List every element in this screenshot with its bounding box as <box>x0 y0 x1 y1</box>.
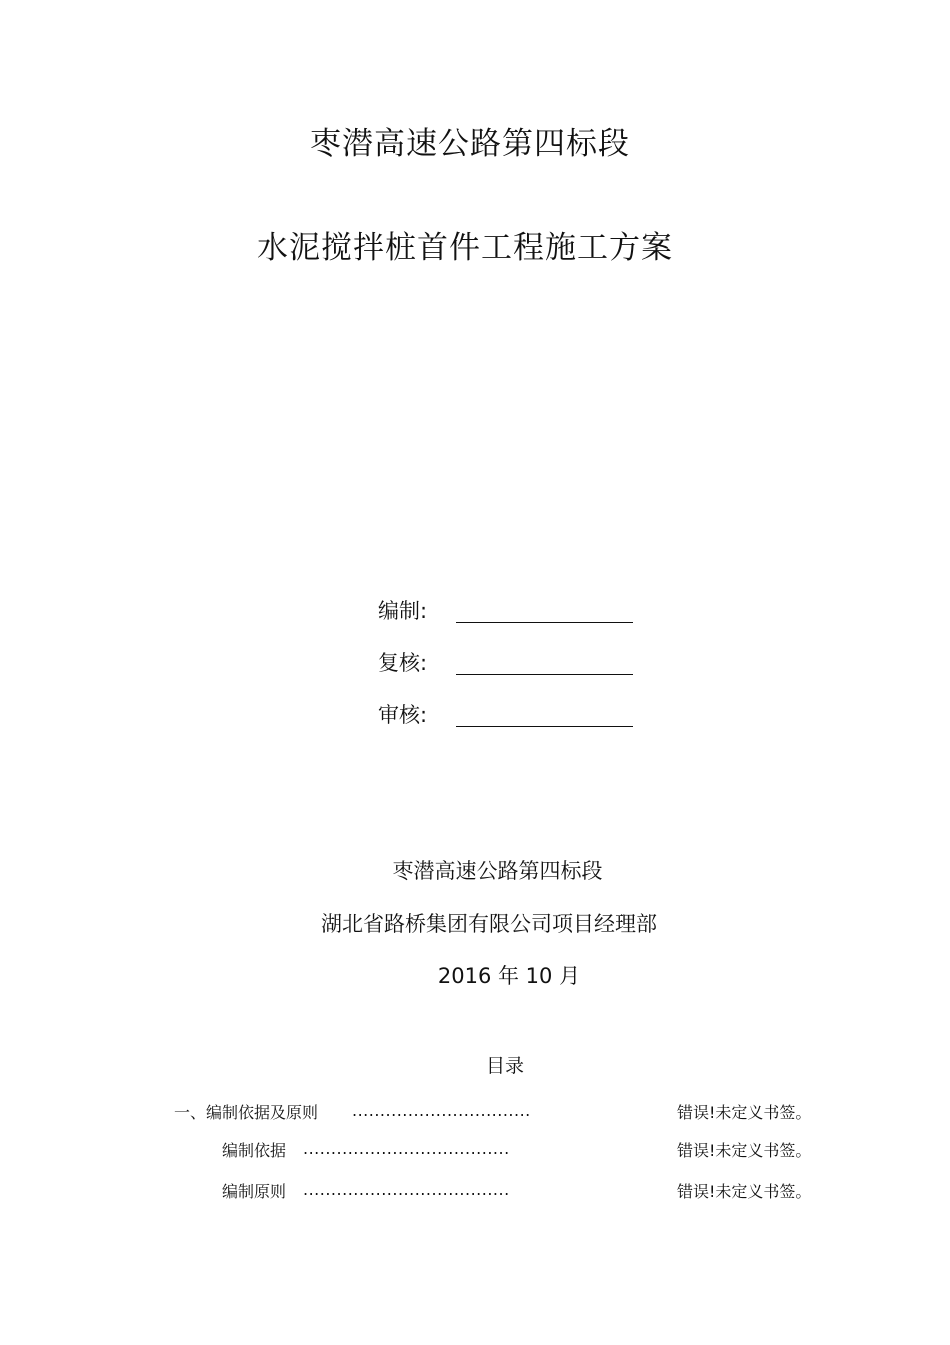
toc-entry-label: 编制依据 <box>222 1141 287 1160</box>
toc-entry-leader: ................................ <box>352 1101 531 1120</box>
approve-signature-line <box>456 726 633 727</box>
document-title-scheme: 水泥搅拌桩首件工程施工方案 <box>257 230 673 266</box>
toc-entry-page: 错误!未定义书签。 <box>677 1182 812 1201</box>
document-date: 2016 年 10 月 <box>437 964 581 988</box>
document-title-project: 枣潜高速公路第四标段 <box>310 126 630 162</box>
review-signature-line <box>456 674 633 675</box>
toc-entry-page: 错误!未定义书签。 <box>677 1141 812 1160</box>
signature-row-review <box>378 649 638 679</box>
toc-entry-label: 编制原则 <box>222 1182 287 1201</box>
organization-project: 枣潜高速公路第四标段 <box>392 859 603 883</box>
signature-row-compile <box>378 597 638 627</box>
toc-entry[interactable] <box>0 1180 950 1206</box>
signature-row-approve <box>378 701 638 731</box>
toc-entry-leader: ..................................... <box>303 1180 510 1199</box>
compile-signature-line <box>456 622 633 623</box>
compile-label: 编制: <box>378 599 428 623</box>
toc-entry-page: 错误!未定义书签。 <box>677 1103 812 1122</box>
toc-entry[interactable] <box>0 1101 950 1127</box>
toc-entry[interactable] <box>0 1139 950 1165</box>
review-label: 复核: <box>378 651 428 675</box>
organization-company: 湖北省路桥集团有限公司项目经理部 <box>321 912 657 936</box>
toc-entry-label: 一、编制依据及原则 <box>174 1103 319 1122</box>
toc-heading: 目录 <box>486 1055 525 1077</box>
toc-entry-leader: ..................................... <box>303 1139 510 1158</box>
approve-label: 审核: <box>378 703 428 727</box>
